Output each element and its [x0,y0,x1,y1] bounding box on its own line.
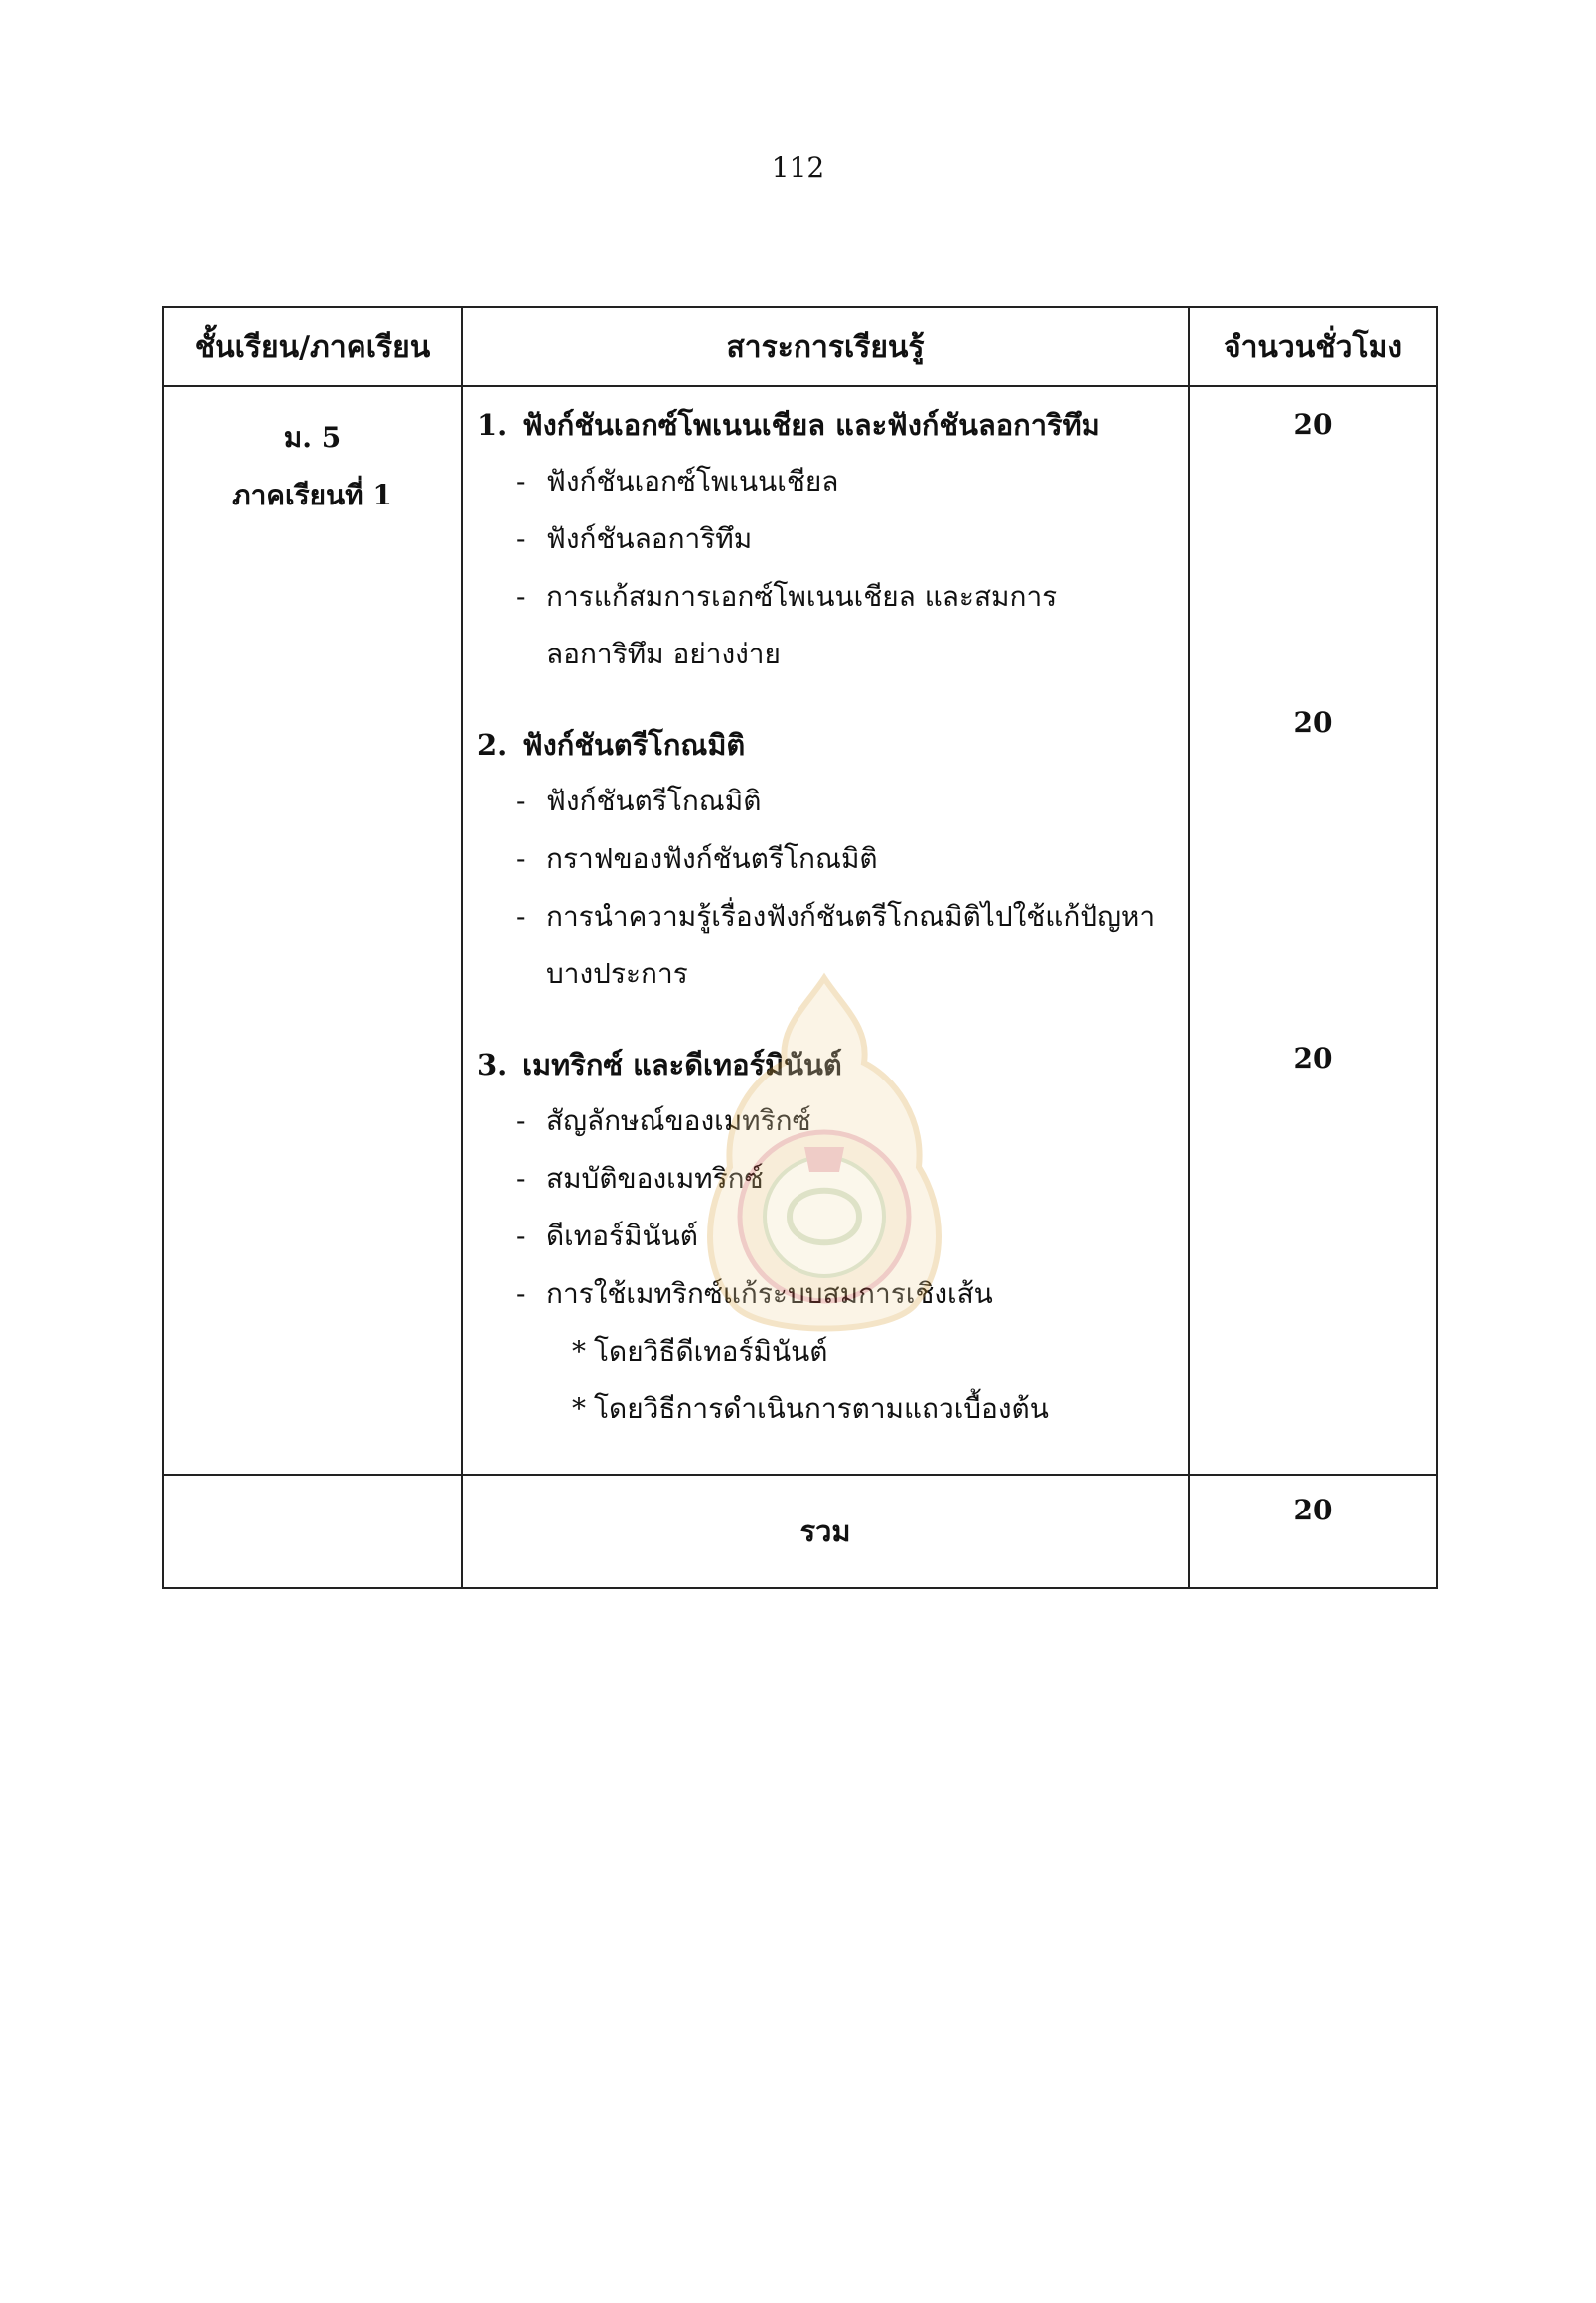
section-title: เมทริกซ์ และดีเทอร์มินันต์ [522,1048,842,1081]
section-hours: 20 [1293,1042,1333,1075]
section-title: ฟังก์ชันเอกซ์โพเนนเชียล และฟังก์ชันลอการิทึม [522,408,1100,442]
section-title: ฟังก์ชันตรีโกณมิติ [522,728,746,762]
section-3 [477,1037,1174,1438]
header-level: ชั้นเรียน/ภาคเรียน [163,307,462,386]
list-item: - การแก้สมการเอกซ์โพเนนเชียล และสมการลอการิทึม อย่างง่าย [516,580,1058,670]
list-item: - การใช้เมทริกซ์แก้ระบบสมการเชิงเส้น [516,1277,993,1310]
sub-item: * โดยวิธีการดำเนินการตามแถวเบื้องต้น [572,1392,1049,1425]
list-item: - ดีเทอร์มินันต์ [516,1220,698,1252]
table-row [163,386,1437,1475]
section-hours: 20 [1293,706,1333,739]
section-1 [477,397,1174,683]
hours-cell [1189,386,1437,1475]
content-cell [462,386,1189,1475]
section-number: 2. [477,728,508,762]
list-item: - ฟังก์ชันเอกซ์โพเนนเชียล [516,465,839,498]
total-label: รวม [462,1475,1189,1588]
list-item: - ฟังก์ชันลอการิทึม [516,522,753,555]
total-hours: 20 [1189,1475,1437,1588]
list-item: - ฟังก์ชันตรีโกณมิติ [516,785,762,817]
section-number: 1. [477,408,508,442]
semester-label: ภาคเรียนที่ 1 [232,479,392,511]
header-content: สาระการเรียนรู้ [462,307,1189,386]
level-cell [163,386,462,1475]
sub-item: * โดยวิธีดีเทอร์มินันต์ [572,1335,828,1367]
curriculum-table [162,306,1438,1589]
section-2 [477,717,1174,1003]
section-number: 3. [477,1048,508,1081]
page-number: 112 [771,151,825,184]
total-row [163,1475,1437,1588]
total-empty-cell [163,1475,462,1588]
grade-label: ม. 5 [283,421,342,454]
list-item: - กราฟของฟังก์ชันตรีโกณมิติ [516,842,878,875]
list-item: - สมบัติของเมทริกซ์ [516,1162,764,1195]
table-header-row [163,307,1437,386]
list-item: - การนำความรู้เรื่องฟังก์ชันตรีโกณมิติไปใช้แก้ปัญหา บางประการ [516,900,1156,990]
header-hours: จำนวนชั่วโมง [1189,307,1437,386]
section-hours: 20 [1293,408,1333,441]
list-item: - สัญลักษณ์ของเมทริกซ์ [516,1104,811,1137]
